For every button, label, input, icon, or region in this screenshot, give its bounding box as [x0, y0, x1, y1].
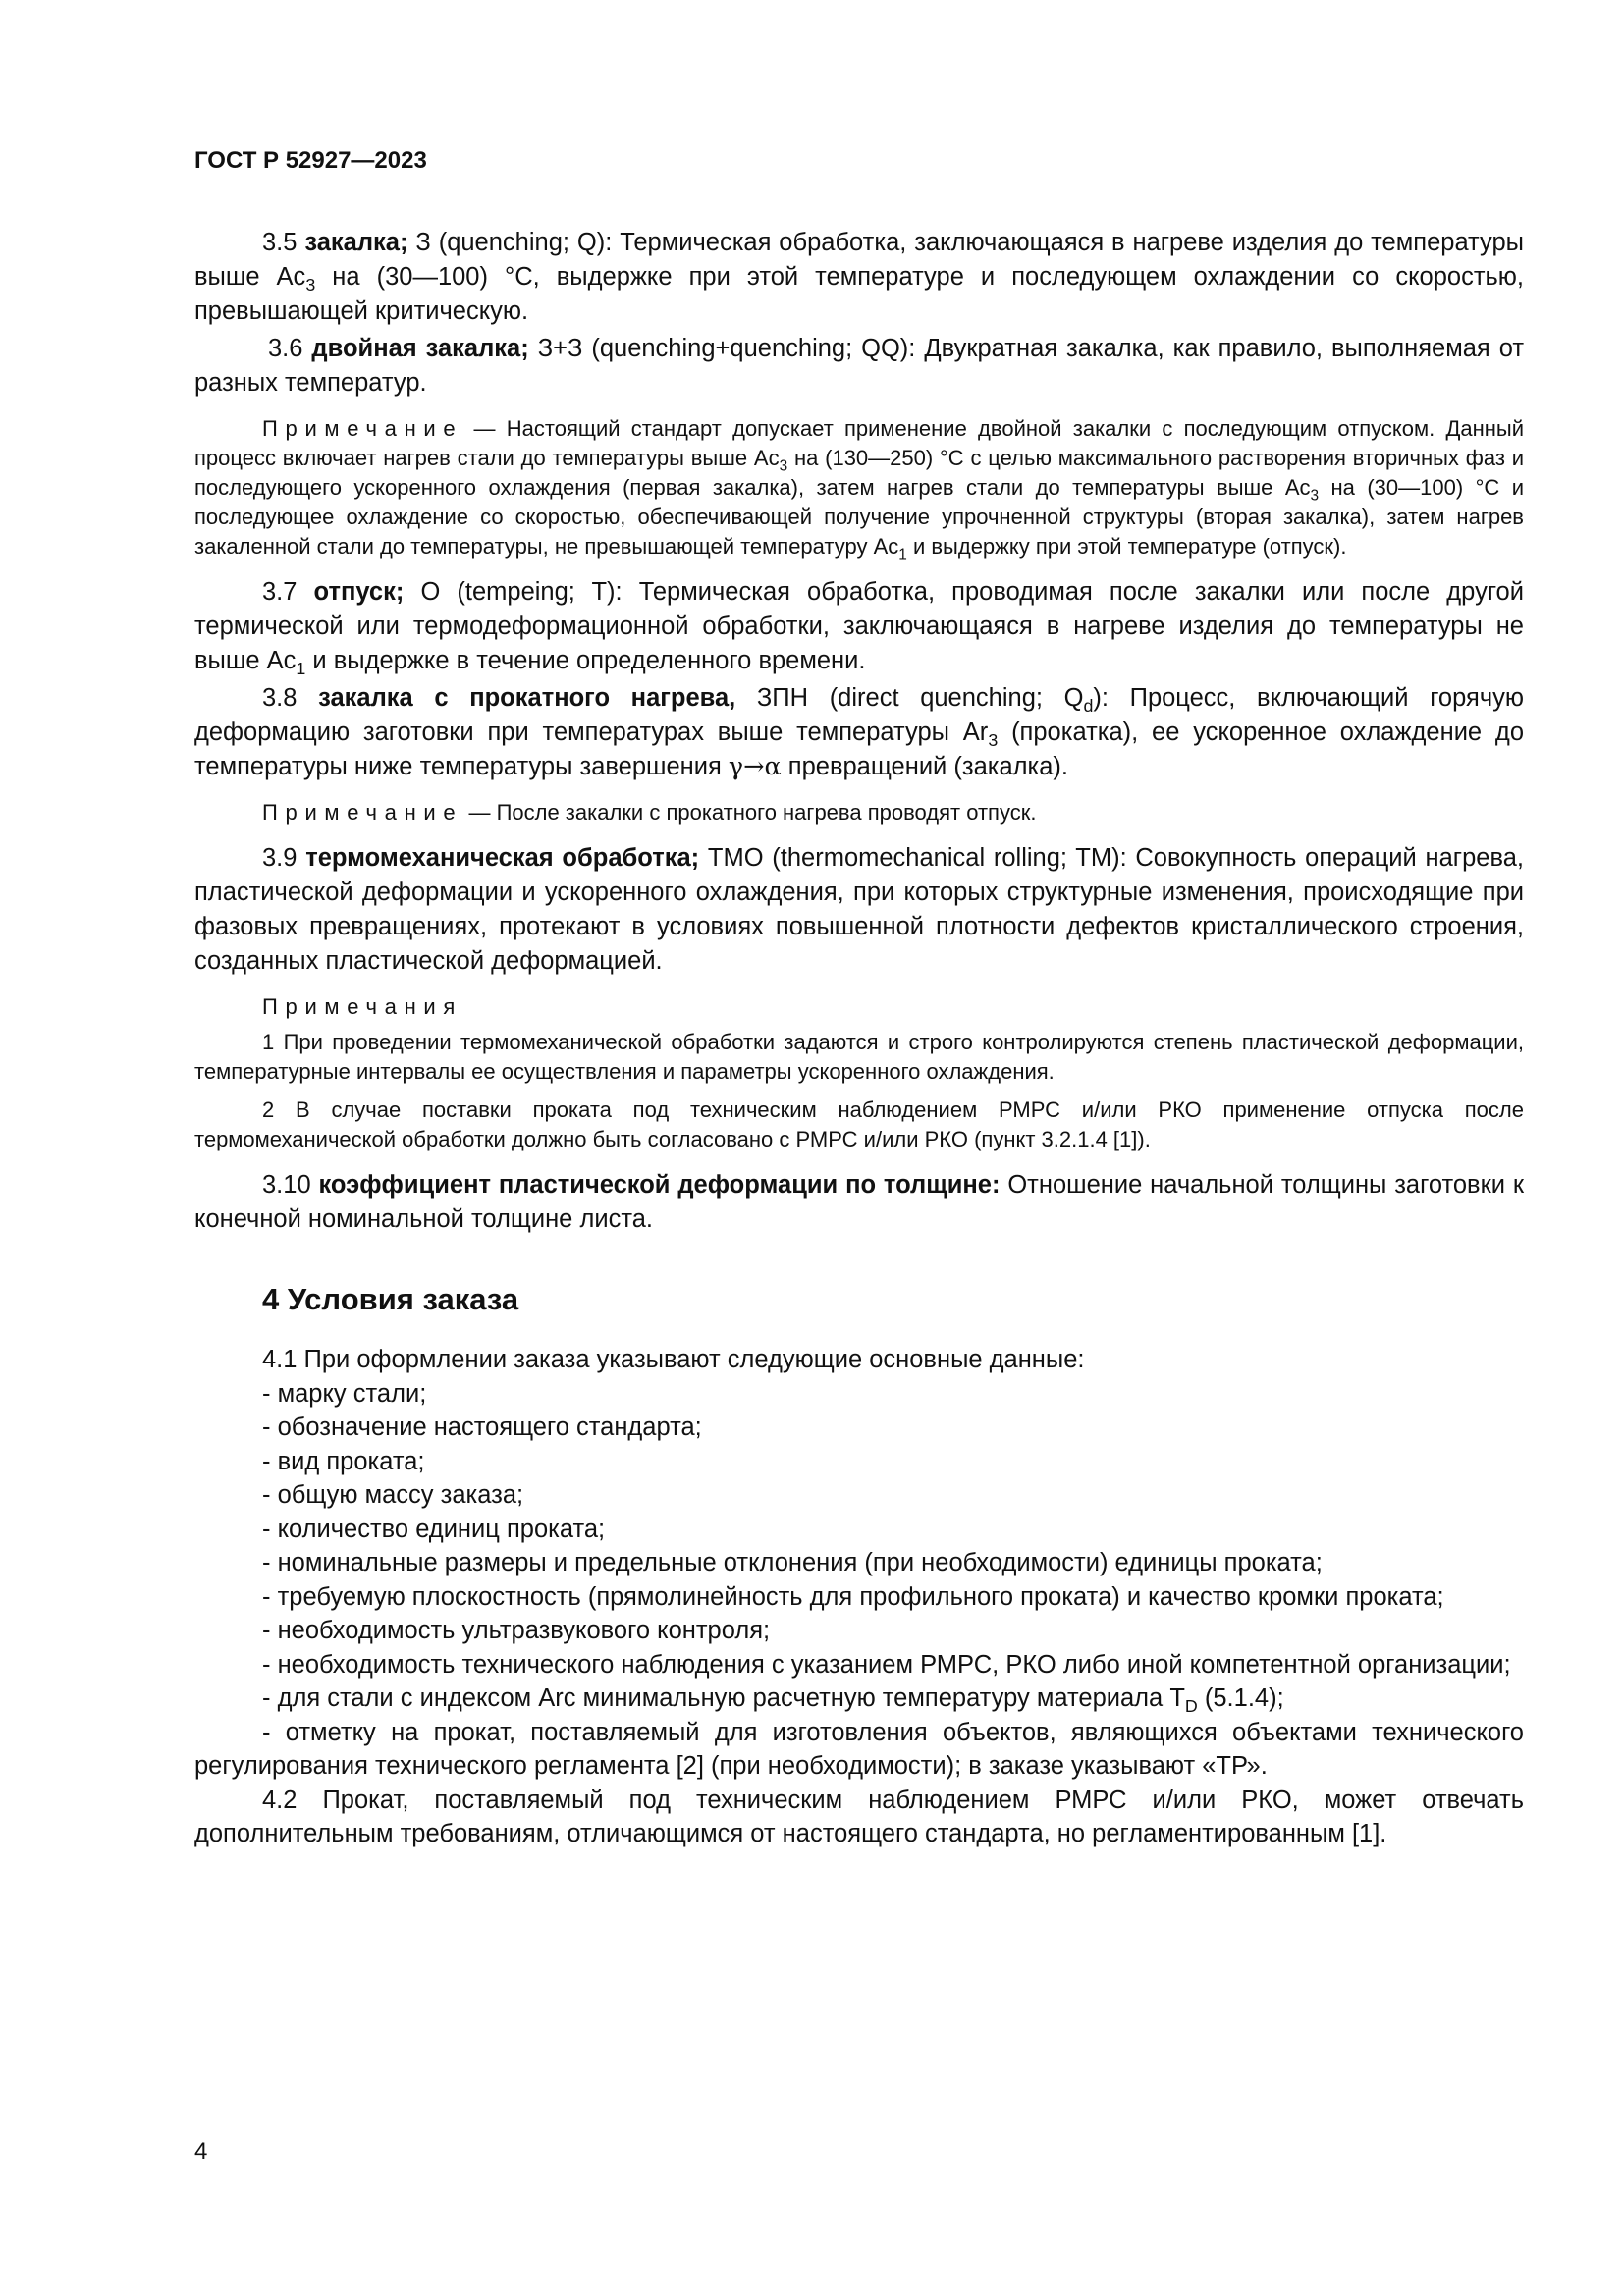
clause-3-6	[194, 332, 1524, 400]
clause-text: ЗПН (direct quenching; Q	[735, 684, 1084, 712]
clause-number: 3.9	[262, 844, 298, 872]
subscript: 3	[988, 730, 999, 751]
subscript: D	[1184, 1696, 1198, 1717]
note-text: — Настоящий стандарт допускает применение двойной закалки с последующим отпуском. Данный процесс включает нагрев стали до температуры выше Ас	[194, 416, 1524, 470]
clause-number: 3.10	[262, 1171, 311, 1199]
page-number: 4	[194, 2138, 208, 2164]
notes-label-3-9	[194, 992, 1524, 1022]
note-text: на (130—250) °С с целью максимального растворения вторичных фаз и последующего ускоренного охлаждения (первая закалка), затем нагрев стали до температуры выше Ас	[194, 446, 1524, 500]
term-name: двойная закалка;	[311, 335, 529, 362]
note-3-9-1: 1 При проведении термомеханической обработки задаются и строго контролируются степень пластической деформации, температурные интервалы ее осуществления и параметры ускоренного охлаждения.	[194, 1030, 1524, 1084]
subscript: d	[1083, 696, 1094, 717]
notes-label: Примечания	[262, 994, 463, 1019]
clause-3-10	[194, 1168, 1524, 1237]
clause-text: и выдержке в течение определенного времени.	[305, 647, 866, 674]
clause-text: О (tempeing; T): Термическая обработка, проводимая после закалки или после другой термической или термодеформационной обработки, заключающаяся в нагреве изделия до температуры не выше Ас	[194, 578, 1524, 674]
term-name: коэффициент пластической деформации по толщине:	[318, 1171, 1001, 1199]
note-text: и выдержку при этой температуре (отпуск).	[906, 534, 1347, 559]
order-list-item: - количество единиц проката;	[262, 1515, 606, 1543]
order-list-item: - необходимость технического наблюдения с указанием РМРС, РКО либо иной компетентной организации;	[262, 1650, 1511, 1679]
clause-4-1-intro: 4.1 При оформлении заказа указывают следующие основные данные:	[262, 1346, 1085, 1373]
order-list-item: - обозначение настоящего стандарта;	[262, 1414, 702, 1441]
clause-text: З (quenching; Q): Термическая обработка, заключающаяся в нагреве изделия до температуры выше Ас	[194, 229, 1525, 291]
clause-text: Отношение начальной толщины заготовки к конечной номинальной толщине листа.	[194, 1171, 1524, 1233]
clause-text: на (30—100) °С, выдержке при этой температуре и последующем охлаждении со скоростью, превышающей критическую.	[194, 263, 1524, 325]
note-3-6	[194, 414, 1524, 561]
clause-4-2: 4.2 Прокат, поставляемый под техническим наблюдением РМРС и/или РКО, может отвечать дополнительным требованиям, отличающимся от настоящего стандарта, но регламентированным [1].	[194, 1786, 1524, 1847]
clause-3-7	[194, 575, 1524, 678]
order-list-item-tr: - отметку на прокат, поставляемый для изготовления объектов, являющихся объектами технического регулирования технического регламента [2] (при необходимости); в заказе указывают «ТР».	[194, 1718, 1524, 1780]
greek-transformation: γ→α	[728, 752, 782, 781]
clause-text: ): Процесс, включающий горячую деформацию заготовки при температурах выше температуры Ar	[194, 684, 1524, 746]
page-content	[194, 226, 1524, 1851]
clause-text: (прокатка), ее ускоренное охлаждение до температуры ниже температуры завершения	[194, 719, 1524, 780]
order-list-item: - вид проката;	[262, 1447, 425, 1475]
clause-3-9	[194, 841, 1524, 979]
note-text: на (30—100) °С и последующее охлаждение со скоростью, обеспечивающей получение упрочненной структуры (вторая закалка), затем нагрев закаленной стали до температуры, не превышающей температуру Ас	[194, 475, 1525, 559]
term-name: термомеханическая обработка;	[305, 844, 700, 872]
order-list-item: - общую массу заказа;	[262, 1481, 524, 1509]
clause-number: 3.6	[268, 335, 303, 362]
term-name: закалка;	[304, 229, 408, 256]
note-text: — После закалки с прокатного нагрева проводят отпуск.	[462, 800, 1037, 825]
subscript: 3	[1310, 487, 1320, 505]
note-3-9-2: 2 В случае поставки проката под техническим наблюдением РМРС и/или РКО применение отпуска после термомеханической обработки должно быть согласовано с РМРС и/или РКО (пункт 3.2.1.4 [1]).	[194, 1097, 1524, 1151]
section-4-heading: 4 Условия заказа	[262, 1282, 519, 1316]
note-3-8	[194, 798, 1524, 828]
clause-text: превращений (закалка).	[781, 753, 1069, 780]
clause-number: 3.8	[262, 684, 298, 712]
clause-text: З+З (quenching+quenching; QQ): Двукратная закалка, как правило, выполняемая от разных температур.	[194, 335, 1525, 397]
order-list-item: - марку стали;	[262, 1379, 427, 1408]
clause-3-5	[194, 226, 1524, 329]
order-list-item: - требуемую плоскостность (прямолинейность для профильного проката) и качество кромки проката;	[262, 1582, 1444, 1611]
list-item-text: (5.1.4);	[1197, 1684, 1284, 1712]
clause-number: 3.5	[262, 229, 298, 256]
subscript: 3	[305, 275, 316, 295]
subscript: 1	[296, 659, 306, 679]
term-name: закалка с прокатного нагрева,	[318, 684, 736, 712]
document-header: ГОСТ Р 52927—2023	[194, 147, 427, 174]
clause-number: 3.7	[262, 578, 298, 606]
clause-3-8	[194, 681, 1524, 784]
order-list-item: - необходимость ультразвукового контроля;	[262, 1617, 771, 1644]
note-label: Примечание	[262, 416, 463, 441]
subscript: 1	[898, 546, 907, 563]
subscript: 3	[779, 457, 788, 475]
list-item-text: - для стали с индексом Arc минимальную расчетную температуру материала T	[262, 1684, 1185, 1712]
order-list-item-td	[194, 1682, 1524, 1716]
term-name: отпуск;	[313, 578, 405, 606]
note-label: Примечание	[262, 800, 463, 825]
order-list-item: - номинальные размеры и предельные отклонения (при необходимости) единицы проката;	[262, 1549, 1323, 1576]
clause-text: ТМО (thermomechanical rolling; TM): Совокупность операций нагрева, пластической деформации и ускоренного охлаждения, при которых структурные изменения, происходящие при фазовых превращениях, протекают в условиях повышенной плотности дефектов кристаллического строения, созданных пластической деформацией.	[194, 844, 1524, 975]
